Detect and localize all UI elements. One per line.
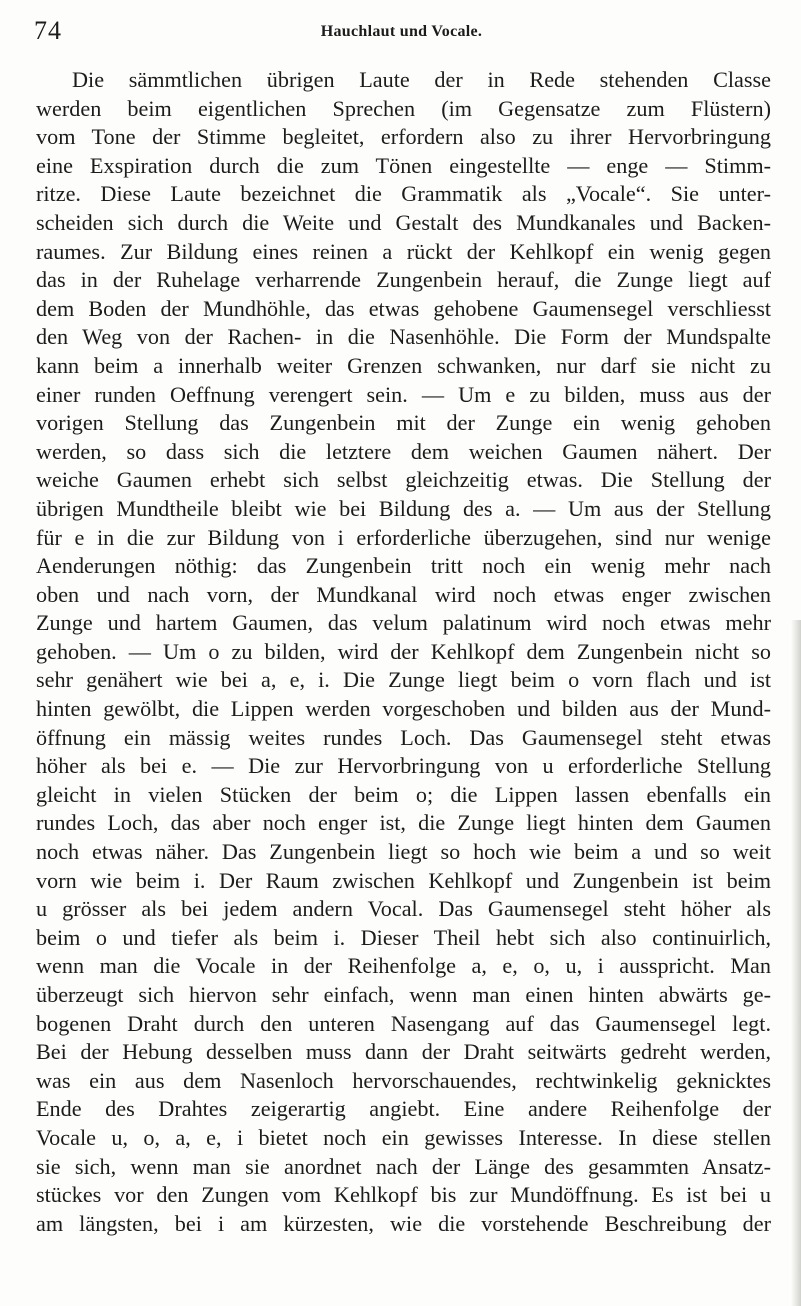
text-line: scheiden sich durch die Weite und Gestalt des Mundkanales und Backen- bbox=[36, 209, 771, 235]
text-line: Zunge und hartem Gaumen, das velum palatinum wird noch etwas mehr bbox=[36, 610, 771, 636]
text-line: u grösser als bei jedem andern Vocal. Das Gaumensegel steht höher als bbox=[36, 896, 771, 922]
text-line: für e in die zur Bildung von i erforderliche überzugehen, sind nur wenige bbox=[36, 524, 771, 550]
text-line: Bei der Hebung desselben muss dann der Draht seitwärts gedreht werden, bbox=[36, 1039, 771, 1065]
body-paragraph bbox=[36, 66, 771, 1238]
text-line: rundes Loch, das aber noch enger ist, die Zunge liegt hinten dem Gaumen bbox=[36, 810, 771, 836]
text-line: noch etwas näher. Das Zungenbein liegt so hoch wie beim a und so weit bbox=[36, 839, 771, 865]
text-line: Ende des Drahtes zeigerartig angiebt. Eine andere Reihenfolge der bbox=[36, 1096, 771, 1122]
text-line: was ein aus dem Nasenloch hervorschauendes, rechtwinkelig geknicktes bbox=[36, 1067, 771, 1093]
text-line: stückes vor den Zungen vom Kehlkopf bis zur Mundöffnung. Es ist bei u bbox=[36, 1182, 771, 1208]
text-line: höher als bei e. — Die zur Hervorbringung von u erforderliche Stellung bbox=[36, 753, 771, 779]
text-line: dem Boden der Mundhöhle, das etwas gehobene Gaumensegel verschliesst bbox=[36, 295, 771, 321]
text-line: bogenen Draht durch den unteren Nasengang auf das Gaumensegel legt. bbox=[36, 1010, 771, 1036]
text-line: werden beim eigentlichen Sprechen (im Gegensatze zum Flüstern) bbox=[36, 95, 771, 121]
text-line: gleicht in vielen Stücken der beim o; die Lippen lassen ebenfalls ein bbox=[36, 781, 771, 807]
text-line: am längsten, bei i am kürzesten, wie die vorstehende Beschreibung der bbox=[36, 1210, 771, 1236]
text-line: beim o und tiefer als beim i. Dieser Theil hebt sich also continuirlich, bbox=[36, 924, 771, 950]
text-line: überzeugt sich hiervon sehr einfach, wenn man einen hinten abwärts ge- bbox=[36, 982, 771, 1007]
text-line: vorigen Stellung das Zungenbein mit der Zunge ein wenig gehoben bbox=[36, 410, 771, 436]
text-line: werden, so dass sich die letztere dem weichen Gaumen nähert. Der bbox=[36, 438, 771, 464]
page-header bbox=[34, 16, 769, 46]
page-number: 74 bbox=[34, 16, 62, 45]
page-edge-shadow bbox=[791, 620, 801, 1306]
text-line: eine Exspiration durch die zum Tönen eingestellte — enge — Stimm- bbox=[36, 152, 771, 178]
text-line: einer runden Oeffnung verengert sein. — Um e zu bilden, muss aus der bbox=[36, 381, 771, 407]
text-line: Aenderungen nöthig: das Zungenbein tritt noch ein wenig mehr nach bbox=[36, 553, 771, 579]
text-line: ritze. Diese Laute bezeichnet die Grammatik als „Vocale“. Sie unter- bbox=[36, 181, 771, 207]
running-head: Hauchlaut und Vocale. bbox=[320, 23, 483, 40]
text-line: weiche Gaumen erhebt sich selbst gleichzeitig etwas. Die Stellung der bbox=[36, 467, 771, 493]
text-line: hinten gewölbt, die Lippen werden vorgeschoben und bilden aus der Mund- bbox=[36, 696, 771, 722]
text-line: gehoben. — Um o zu bilden, wird der Kehlkopf dem Zungenbein nicht so bbox=[36, 638, 771, 664]
text-line: oben und nach vorn, der Mundkanal wird noch etwas enger zwischen bbox=[36, 581, 771, 607]
text-line: den Weg von der Rachen- in die Nasenhöhle. Die Form der Mundspalte bbox=[36, 324, 771, 350]
text-line: öffnung ein mässig weites rundes Loch. Das Gaumensegel steht etwas bbox=[36, 724, 771, 750]
text-line: wenn man die Vocale in der Reihenfolge a, e, o, u, i ausspricht. Man bbox=[36, 953, 771, 979]
text-line: Die sämmtlichen übrigen Laute der in Rede stehenden Classe bbox=[72, 67, 771, 92]
text-line: vorn wie beim i. Der Raum zwischen Kehlkopf und Zungenbein ist beim bbox=[36, 867, 771, 893]
text-line: vom Tone der Stimme begleitet, erfordern also zu ihrer Hervorbringung bbox=[36, 124, 771, 150]
text-line: kann beim a innerhalb weiter Grenzen schwanken, nur darf sie nicht zu bbox=[36, 352, 771, 378]
text-line: das in der Ruhelage verharrende Zungenbein herauf, die Zunge liegt auf bbox=[36, 267, 771, 293]
text-line: sie sich, wenn man sie anordnet nach der Länge des gesammten Ansatz- bbox=[36, 1153, 771, 1179]
text-line: Vocale u, o, a, e, i bietet noch ein gewisses Interesse. In diese stellen bbox=[36, 1124, 771, 1150]
text-line: raumes. Zur Bildung eines reinen a rückt der Kehlkopf ein wenig gegen bbox=[36, 238, 771, 264]
text-line: sehr genähert wie bei a, e, i. Die Zunge liegt beim o vorn flach und ist bbox=[36, 667, 771, 693]
text-line: übrigen Mundtheile bleibt wie bei Bildung des a. — Um aus der Stellung bbox=[36, 495, 771, 521]
